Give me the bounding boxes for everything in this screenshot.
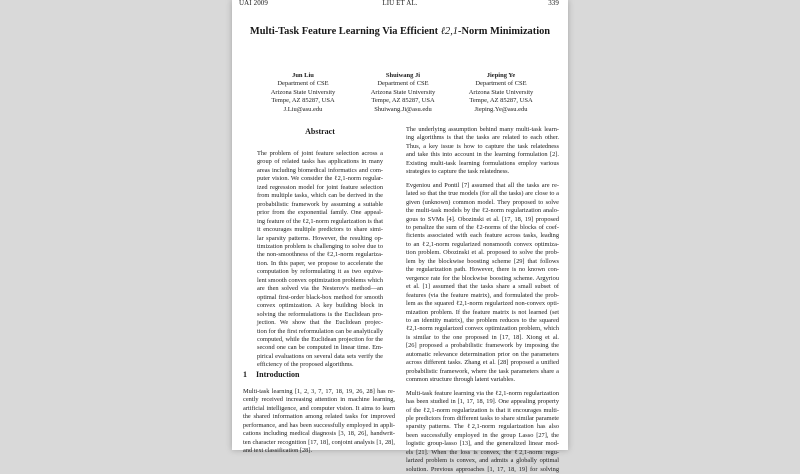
para-line: the multi-task models by the ℓ2-norm regularization analo- [406, 207, 559, 215]
para-line: Existing multi-task learning formulations employ various [406, 159, 559, 167]
para-line: common structure through latent variables. [406, 376, 516, 384]
para-line: the regularization path. However, there is no known con- [406, 266, 559, 274]
para-line: to an ℓ2,1-norm regularized nonsmooth convex optimiza- [406, 240, 559, 248]
abstract-line: ing feature of the ℓ2,1-norm regularization is that [257, 217, 383, 225]
abstract-line: areas including biomedical informatics and com- [257, 166, 383, 174]
page-number: 339 [548, 0, 559, 7]
running-header-authors: LIU ET AL. [382, 0, 418, 7]
para-line: et al. [1] assumed that the tasks share a small subset of [406, 283, 559, 291]
para-line: lem as the squared ℓ2,1-norm regularized non-convex opti- [406, 300, 559, 308]
author-univ: Arizona State University [370, 88, 436, 96]
intro-line: artificial intelligence, and computer vision. It aims to learn [243, 404, 395, 412]
paper-title [232, 26, 568, 37]
para-line: has been studied in [1, 17, 18, 19]. One appealing property [406, 398, 559, 406]
para-line: across different tasks. Zhang et al. [28] proposed a unified [406, 359, 559, 367]
abstract-line: probabilistic framework by assuming a suitable [257, 200, 383, 208]
section-number: 1 [243, 370, 247, 379]
paper-page [232, 0, 568, 473]
author-addr: Tempe, AZ 85287, USA [469, 97, 533, 105]
para-line: to an identity matrix), the problem reduces to the squared [406, 316, 559, 324]
para-line: is similar to the one proposed in [17, 18]. Xiong et al. [406, 333, 559, 341]
running-header-venue: UAI 2009 [239, 0, 268, 7]
para-line: larized problem is convex, and admits a globally optimal [406, 457, 559, 465]
para-line: tion problem. Obozinski et al. proposed to solve the prob- [406, 249, 559, 257]
para-line: els [21]. When the loss is convex, the ℓ2,1-norm regu- [406, 448, 559, 456]
abstract-line: computed, while the Euclidean projection for the [257, 335, 383, 343]
abstract-line: lar sparsity patterns. However, the resulting op- [257, 234, 383, 242]
introduction-body [243, 388, 395, 456]
para-line: [26] proposed a probabilistic framework by imposing the [406, 342, 559, 350]
intro-line: ten character recognition [17, 18], conjoint analysis [1, 28], [243, 438, 395, 446]
abstract-line: convex optimization. A key building block in [257, 302, 383, 310]
abstract-line: prior from the exponential family. One appeal- [257, 209, 383, 217]
para-line: strategies to capture the task relatedness. [406, 168, 510, 176]
para-line: ple predictors from different tasks to share similar paramete [406, 414, 559, 422]
abstract-line: second one can be computed in linear time. Em- [257, 344, 383, 352]
abstract-line: pirical evaluations on several data sets verify the [257, 352, 383, 360]
para-line: logistic group-lasso [13], and the generalized linear mod- [406, 440, 559, 448]
author-name: Shuiwang Ji [385, 72, 421, 79]
abstract-line: efficiency of the proposed algorithms. [257, 361, 354, 369]
para-line: sparsity patterns. The ℓ2,1-norm regularization has also [406, 423, 559, 431]
abstract-line: solving the reformulations is the Euclidean pro- [257, 310, 383, 318]
author-univ: Arizona State University [468, 88, 534, 96]
abstract-line: the non-smoothness of the ℓ2,1-norm regulariza- [257, 251, 383, 259]
author-name: Jieping Ye [486, 72, 516, 79]
abstract-line: computation by reformulating it as two equiva- [257, 268, 383, 276]
abstract-body [257, 150, 383, 370]
abstract-line: puter vision. We consider the ℓ2,1-norm regular- [257, 175, 383, 183]
author-dept: Department of CSE [377, 80, 429, 88]
author-univ: Arizona State University [270, 88, 336, 96]
abstract-line: lent smooth convex optimization problems which [257, 276, 383, 284]
abstract-line: optimal first-order black-box method for smooth [257, 293, 383, 301]
para-line: solution. Previous approaches [1, 17, 18, 19] for solving [406, 465, 559, 473]
para-line: lated so that the true models (for all the tasks) are close to a [406, 190, 559, 198]
abstract-line: The problem of joint feature selection across a [257, 150, 383, 157]
abstract-line: tion for the first reformulation can be analytically [257, 327, 383, 335]
para-line: Multi-task feature learning via the ℓ2,1-norm regularization [406, 389, 559, 397]
abstract-line: it encourages multiple predictors to share simi- [257, 226, 383, 234]
intro-line: and text classification [28]. [243, 447, 313, 455]
intro-line: cations including medical diagnosis [3, 18, 26], handwrit- [243, 430, 395, 438]
right-column-body [406, 126, 559, 474]
para-line: The underlying assumption behind many multi-task learn- [406, 126, 559, 133]
intro-line: performance, and has been successfully employed in appli- [243, 421, 395, 429]
para-line: been successfully employed in the group Lasso [27], the [406, 431, 559, 439]
section-heading-introduction [243, 370, 299, 379]
author-addr: Tempe, AZ 85287, USA [371, 97, 435, 105]
abstract-line: from multiple tasks, which can be derived in the [257, 192, 383, 200]
abstract-line: are then solved via the Nesterov's method—an [257, 285, 383, 293]
para-line: ficients associated with each feature across tasks, leading [406, 232, 559, 240]
intro-line: the shared information among related tasks for improved [243, 413, 395, 421]
para-line: lem by the blockwise boosting scheme [29] that follows [406, 257, 559, 265]
abstract-line: timization problem is challenging to solve due to [257, 242, 383, 250]
author-block-ye [436, 72, 566, 114]
abstract-heading: Abstract [305, 127, 335, 136]
para-line: given (unknown) common model. They proposed to solve [406, 198, 559, 206]
para-line: to penalize the sum of the ℓ2-norms of the blocks of coef- [406, 223, 559, 231]
author-name: Jun Liu [292, 72, 314, 79]
author-dept: Department of CSE [475, 80, 527, 88]
abstract-line: group of related tasks has applications in many [257, 158, 383, 166]
para-line: Thus, a key issue is how to capture the task relatedness [406, 142, 559, 150]
para-line: Evgeniou and Pontil [7] assumed that all the tasks are re- [406, 181, 559, 189]
author-addr: Tempe, AZ 85287, USA [271, 97, 335, 105]
para-line: features (via the feature matrix), and formulated the prob- [406, 291, 559, 299]
abstract-line: jection. We show that the Euclidean projec- [257, 319, 383, 327]
para-line: ℓ2,1-norm regularized convex optimization problem, which [406, 325, 559, 333]
para-line: gous to SVMs [4]. Obozinski et al. [17, 18, 19] proposed [406, 215, 559, 223]
para-line: automatic relevance determination prior on the parameters [406, 350, 559, 358]
author-dept: Department of CSE [277, 80, 329, 88]
title-part-2: -Norm Minimization [458, 26, 551, 37]
para-line: probabilistic framework, where the task parameters share a [406, 367, 559, 375]
abstract-line: tion. In this paper, we propose to accelerate the [257, 259, 383, 267]
author-email: Jieping.Ye@asu.edu [474, 105, 528, 113]
para-line: vergence rate for the blockwise boosting scheme. Argyriou [406, 274, 559, 282]
para-line: ing algorithms is that the tasks are related to each other. [406, 134, 559, 142]
para-line: mization problem. If the feature matrix is not learned (set [406, 308, 559, 316]
title-part-1: Multi-Task Feature Learning Via Efficient [249, 26, 441, 37]
para-line: of the ℓ2,1-norm regularization is that it encourages multi- [406, 406, 559, 414]
author-email: Shuiwang.Ji@asu.edu [374, 105, 432, 113]
author-email: J.Liu@asu.edu [283, 105, 323, 113]
section-title: Introduction [256, 370, 300, 379]
abstract-line: ized regression model for joint feature selection [257, 183, 383, 191]
intro-line: Multi-task learning [1, 2, 3, 7, 17, 18, 19, 26, 28] has re- [243, 388, 395, 395]
title-math: ℓ2,1 [440, 26, 459, 37]
intro-line: cently received increasing attention in machine learning, [243, 396, 395, 404]
para-line: and take this into account in the learning formulation [2]. [406, 151, 559, 159]
